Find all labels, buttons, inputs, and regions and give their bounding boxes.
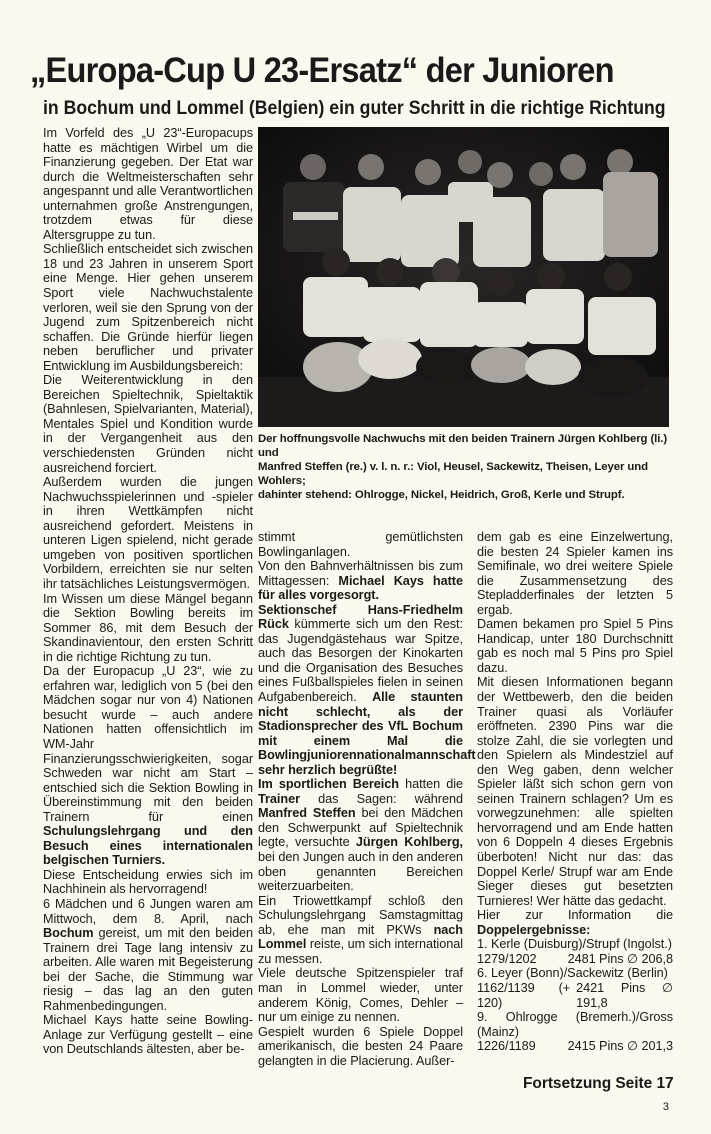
- article-column-3: [477, 530, 673, 1114]
- result-team: 6. Leyer (Bonn)/Sackewitz (Berlin): [477, 966, 668, 981]
- paragraph-bold: Alle staunten nicht schlecht, als der Stadionsprecher des VfL Bochum mit einem Mal die Bowlingjuniorennationalmannschaft sehr herzlich begrüßte!: [258, 690, 476, 777]
- paragraph: Viele deutsche Spitzenspieler traf man in Lommel wieder, unter anderem König, Comes, Dehler – nur um einige zu nennen.: [258, 966, 463, 1025]
- paragraph-text: bei den Mädchen den Schwerpunkt auf Spieltechnik legte, versuchte: [258, 806, 463, 850]
- paragraph: [477, 908, 673, 937]
- article-column-1: [43, 126, 253, 1057]
- paragraph: [258, 894, 463, 967]
- paragraph-bold: Manfred Steffen: [258, 806, 356, 821]
- paragraph-bold: Sektionschef Hans-Friedhelm Rück: [258, 602, 463, 632]
- result-line: [477, 1039, 673, 1054]
- paragraph: Diese Entscheidung erwies sich im Nachhinein als hervorragend!: [43, 867, 253, 897]
- paragraph-text: das Sagen: während: [299, 791, 463, 806]
- paragraph: Die Weiterentwicklung in den Bereichen Spieltechnik, Spieltaktik (Bahnlesen, Spielvarianten, Material), Mentales Spiel und Kondition wurde in der Vergangenheit aus den verschiedensten Gründen nicht ausreichend forciert.: [43, 373, 253, 475]
- paragraph: Im Vorfeld des „U 23“-Europacups hatte es mächtigen Wirbel um die Finanzierung gegeben. Der Etat war durch die Weltmeisterschaften sehr angespannt und alle Verantwortlichen unternahmen große Anstrengungen, trotzdem etwas für diese Altersgruppe zu tun.: [43, 126, 253, 242]
- paragraph: Mit diesen Informationen begann der Wettbewerb, den die beiden Trainer quasi als Vorläufer eröffneten. 2390 Pins war die stolze Zahl, die sie vorlegten und den Spielern als Mindestziel auf den Weg gaben, denn welcher Spieler läßt sich schon gern von seinen Trainern schlagen? Um es vorwegzunehmen: alle spielten hervorragend und am Ende hatten von 6 Doppeln 4 dieses Ergebnis überboten! Nicht nur das: das Doppel Kerle/ Strupf war am Ende Sieger dieses gut besetzten Turnieres! Wer hätte das gedacht.: [477, 675, 673, 908]
- result-scores: 1279/1202: [477, 951, 537, 966]
- caption-line: Der hoffnungsvolle Nachwuchs mit den beiden Trainern Jürgen Kohlberg (li.) und: [258, 433, 668, 459]
- article-column-2: [258, 530, 476, 1068]
- result-scores: 1162/1139 (+ 120): [477, 980, 571, 1010]
- paragraph: Im Wissen um diese Mängel begann die Sektion Bowling bereits im Sommer 86, mit dem Besuch der Skandinavientour, den ersten Schritt in die richtige Richtung zu tun.: [43, 591, 253, 664]
- paragraph-text: bei den Jungen auch in den anderen oben genannten Bereichen weiterzuarbeiten.: [258, 850, 463, 894]
- paragraph-text: 6 Mädchen und 6 Jungen waren am Mittwoch, dem 8. April, nach: [43, 896, 253, 926]
- paragraph: [258, 559, 463, 603]
- result-scores: 1226/1189: [477, 1039, 536, 1054]
- paragraph-bold: nach Lommel: [258, 922, 463, 952]
- result-entry: [477, 937, 673, 966]
- paragraph: [43, 897, 253, 1013]
- result-total: 2421 Pins ∅ 191,8: [576, 980, 673, 1010]
- paragraph-text: Da der Europacup „U 23“, wie zu erfahren war, lediglich von 5 (bei den Mädchen sogar nur von 4) Nationen besucht wurde – auch andere Nationen hatten offensichtlich im WM-Jahr Finanzierungsschwierigkeiten, sogar Schweden war nicht am Start – entschied sich die Sektion Bowling in Übereinstimmung mit den beiden Trainern für einen: [43, 664, 253, 824]
- page-number: 3: [662, 1100, 669, 1113]
- caption-line: dahinter stehend: Ohlrogge, Nickel, Heidrich, Groß, Kerle und Strupf.: [258, 489, 625, 501]
- paragraph: Schließlich entscheidet sich zwischen 18 und 23 Jahren in unserem Sport eine Menge. Hier gehen unserem Sport viele Nachwuchstalente verloren, weil sie den Sprung von der Jugend zum Spitzenbereich nicht schaffen. Die Gründe hierfür liegen neben beruflicher und privater Entwicklung im Ausbildungsbereich:: [43, 242, 253, 373]
- paragraph-text: reiste, um sich international zu messen.: [258, 937, 463, 966]
- right-block: [258, 126, 681, 1114]
- paragraph-bold: Jürgen Kohlberg,: [355, 835, 463, 850]
- result-total: 2481 Pins ∅ 206,8: [567, 951, 673, 966]
- result-team: 1. Kerle (Duisburg)/Strupf (Ingolst.): [477, 937, 672, 952]
- paragraph-bold: Im sportlichen Bereich: [258, 777, 399, 792]
- paragraph: [43, 664, 253, 868]
- paragraph: Außerdem wurden die jungen Nachwuchsspielerinnen und -spieler in ihren Wettkämpfen nicht ausreichend gefordert. Meistens in unteren Ligen spielend, nicht gerade umgeben von positiven sportlichen Vorbildern, erreichten sie nur selten ihr tatsächliches Leistungsvermögen.: [43, 475, 253, 591]
- headline: „Europa-Cup U 23-Ersatz“ der Junioren: [30, 51, 614, 90]
- paragraph-text: gereist, um mit den beiden Trainern drei Tage lang intensiv zu arbeiten. Alle waren mit Begeisterung bei der Sache, die Stimmung war riesig – das lag an den guten Rahmenbedingungen.: [43, 926, 253, 1013]
- paragraph: [258, 602, 476, 778]
- paragraph-bold: Michael Kays hatte für alles vorgesorgt.: [258, 573, 463, 603]
- result-line: [477, 952, 673, 967]
- result-team: 9. Ohlrogge (Bremerh.)/Gross (Mainz): [477, 1010, 673, 1039]
- caption-line: Manfred Steffen (re.) v. l. n. r.: Viol, Heusel, Sackewitz, Theisen, Leyer und Wohlers;: [258, 461, 648, 487]
- results-list: [477, 937, 673, 1053]
- result-entry: [477, 966, 673, 1010]
- result-entry: [477, 1010, 673, 1054]
- paragraph: stimmt gemütlichsten Bowlinganlagen.: [258, 530, 463, 559]
- paragraph-text: Hier zur Information die: [477, 908, 673, 923]
- paragraph-bold: Trainer: [258, 791, 300, 806]
- team-photo-image: [258, 127, 669, 427]
- photo-caption: [258, 432, 678, 502]
- result-total: 2415 Pins ∅ 201,3: [567, 1039, 673, 1054]
- lower-columns: [258, 530, 681, 1114]
- paragraph-text: Ein Triowettkampf schloß den Schulungslehrgang Samstagmittag ab, ehe man mit PKWs: [258, 893, 463, 937]
- team-photo: [258, 127, 669, 427]
- paragraph: Damen bekamen pro Spiel 5 Pins Handicap, unter 180 Durchschnitt gab es noch mal 5 Pins pro Spiel dazu.: [477, 617, 673, 675]
- paragraph-bold: Bochum: [43, 926, 94, 941]
- paragraph-bold: Schulungslehrgang und den Besuch eines internationalen belgischen Turniers.: [43, 824, 253, 868]
- paragraph-text: kümmerte sich um den Rest: das Jugendgästehaus war Spitze, auch das Besorgen der Kinokarten und die Organisation des Besuches eines Fußballspieles fielen in seinen Aufgabenbereich.: [258, 617, 463, 705]
- article-body: [43, 126, 681, 1114]
- result-line: [477, 981, 673, 1010]
- paragraph: Michael Kays hatte seine Bowling-Anlage zur Verfügung gestellt – eine von Deutschlands ältesten, aber be-: [43, 1013, 253, 1057]
- subheadline: in Bochum und Lommel (Belgien) ein guter Schritt in die richtige Richtung: [43, 97, 666, 119]
- paragraph-bold: Doppelergebnisse:: [477, 922, 591, 937]
- paragraph-text: Von den Bahnverhältnissen bis zum Mittagessen:: [258, 559, 463, 588]
- paragraph: [258, 777, 463, 893]
- paragraph: Gespielt wurden 6 Spiele Doppel amerikanisch, die besten 24 Paare gelangten in die Placierung. Außer-: [258, 1024, 463, 1068]
- paragraph: dem gab es eine Einzelwertung, die besten 24 Spieler kamen ins Semifinale, wo drei weitere Spiele die Zusammensetzung des Stepladderfinales der letzten 5 ergab.: [477, 530, 673, 617]
- continued-notice: Fortsetzung Seite 17: [523, 1074, 674, 1092]
- paragraph-text: hatten die: [398, 777, 463, 792]
